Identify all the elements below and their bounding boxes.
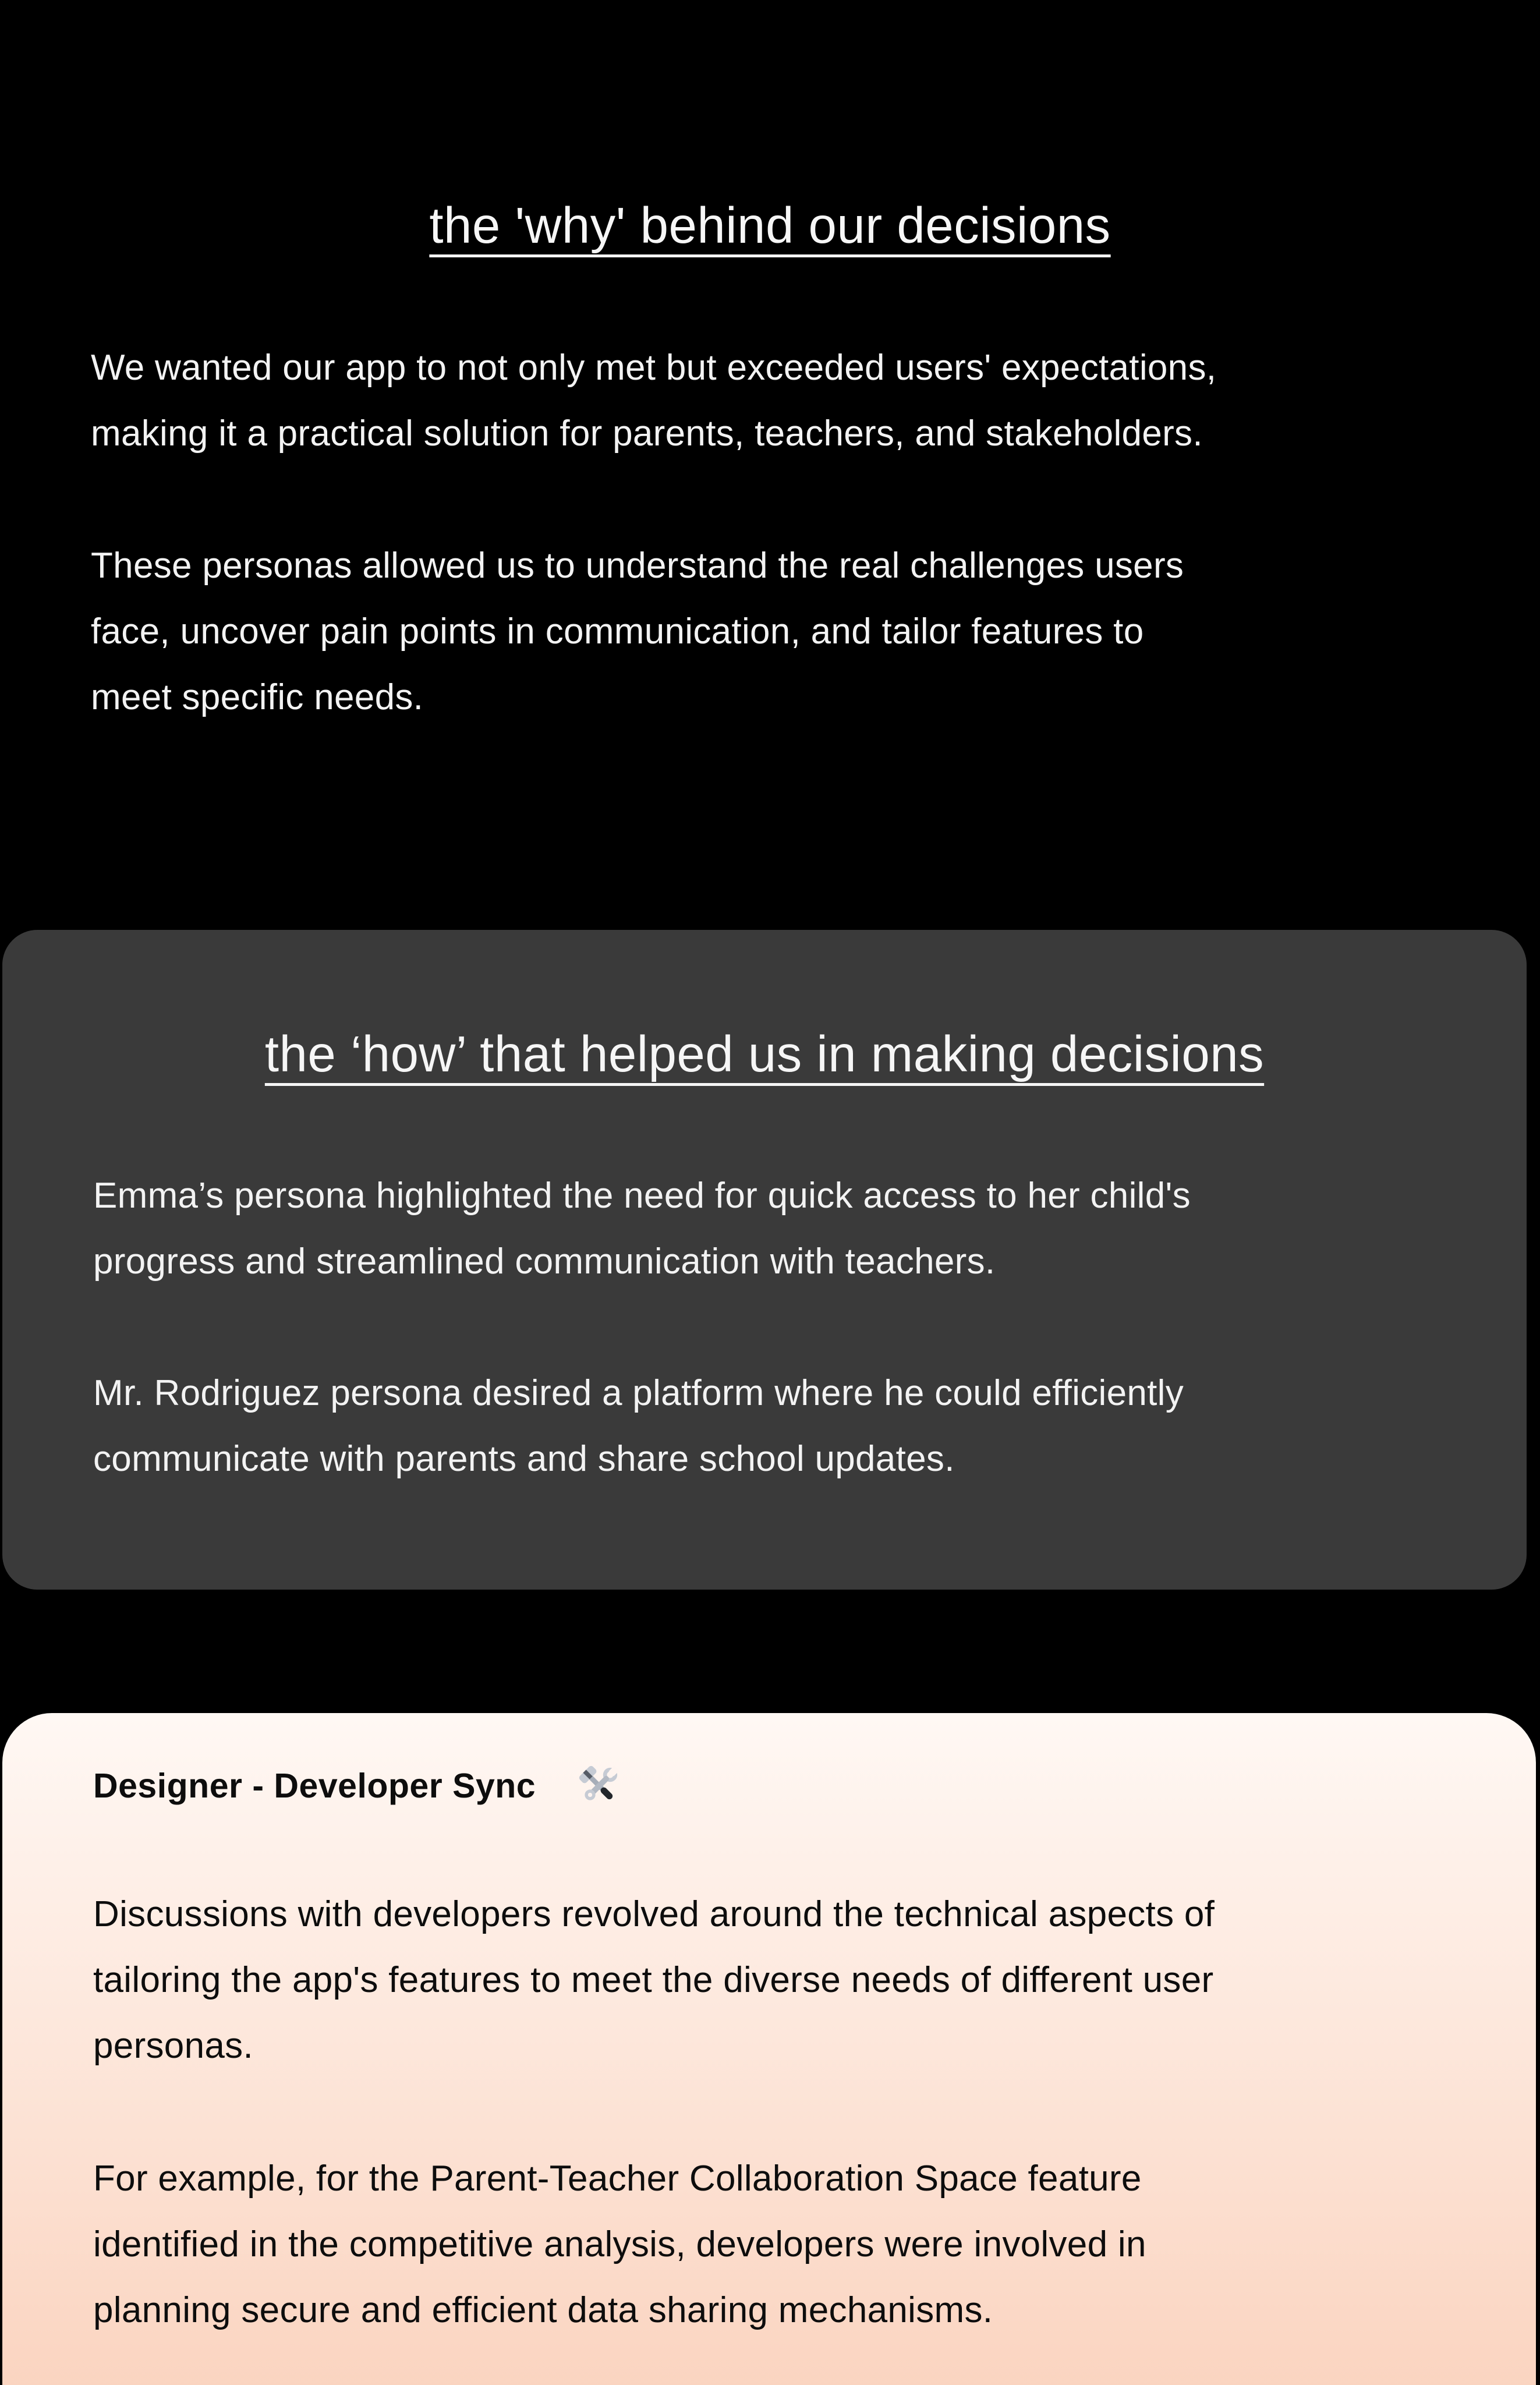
paragraph-line: We wanted our app to not only met but exceeded users' expectations, xyxy=(91,348,1217,388)
paragraph-line: planning secure and efficient data sharing mechanisms. xyxy=(93,2290,993,2330)
paragraph-line: Discussions with developers revolved around the technical aspects of xyxy=(93,1894,1215,1934)
sync-card xyxy=(2,1713,1536,2385)
paragraph-line: For example, for the Parent-Teacher Collaboration Space feature xyxy=(93,2158,1142,2199)
paragraph-line: These personas allowed us to understand the real challenges users xyxy=(91,546,1184,586)
sync-paragraph-1 xyxy=(93,1881,1215,2079)
why-paragraph-1 xyxy=(91,335,1216,466)
how-paragraph-1 xyxy=(93,1163,1191,1294)
paragraph-line: meet specific needs. xyxy=(91,677,424,717)
sync-paragraph-2 xyxy=(93,2146,1146,2343)
paragraph-line: identified in the competitive analysis, developers were involved in xyxy=(93,2224,1146,2264)
why-paragraph-2 xyxy=(91,533,1184,730)
sync-heading-row xyxy=(93,1762,622,1810)
paragraph-line: Emma’s persona highlighted the need for quick access to her child's xyxy=(93,1176,1191,1216)
how-card xyxy=(2,930,1527,1590)
paragraph-line: progress and streamlined communication with teachers. xyxy=(93,1241,996,1282)
hammer-wrench-icon xyxy=(576,1763,622,1809)
paragraph-line: face, uncover pain points in communication, and tailor features to xyxy=(91,611,1144,652)
sync-card-heading: Designer - Developer Sync xyxy=(93,1767,536,1805)
paragraph-line: personas. xyxy=(93,2026,253,2066)
paragraph-line: making it a practical solution for parents, teachers, and stakeholders. xyxy=(91,413,1203,454)
how-paragraph-2 xyxy=(93,1360,1184,1492)
why-section-heading: the 'why' behind our decisions xyxy=(429,197,1111,254)
how-card-heading: the ‘how’ that helped us in making decisions xyxy=(264,1026,1265,1082)
paragraph-line: communicate with parents and share school updates. xyxy=(93,1439,955,1479)
paragraph-line: tailoring the app's features to meet the diverse needs of different user xyxy=(93,1960,1214,2000)
paragraph-line: Mr. Rodriguez persona desired a platform where he could efficiently xyxy=(93,1373,1184,1413)
